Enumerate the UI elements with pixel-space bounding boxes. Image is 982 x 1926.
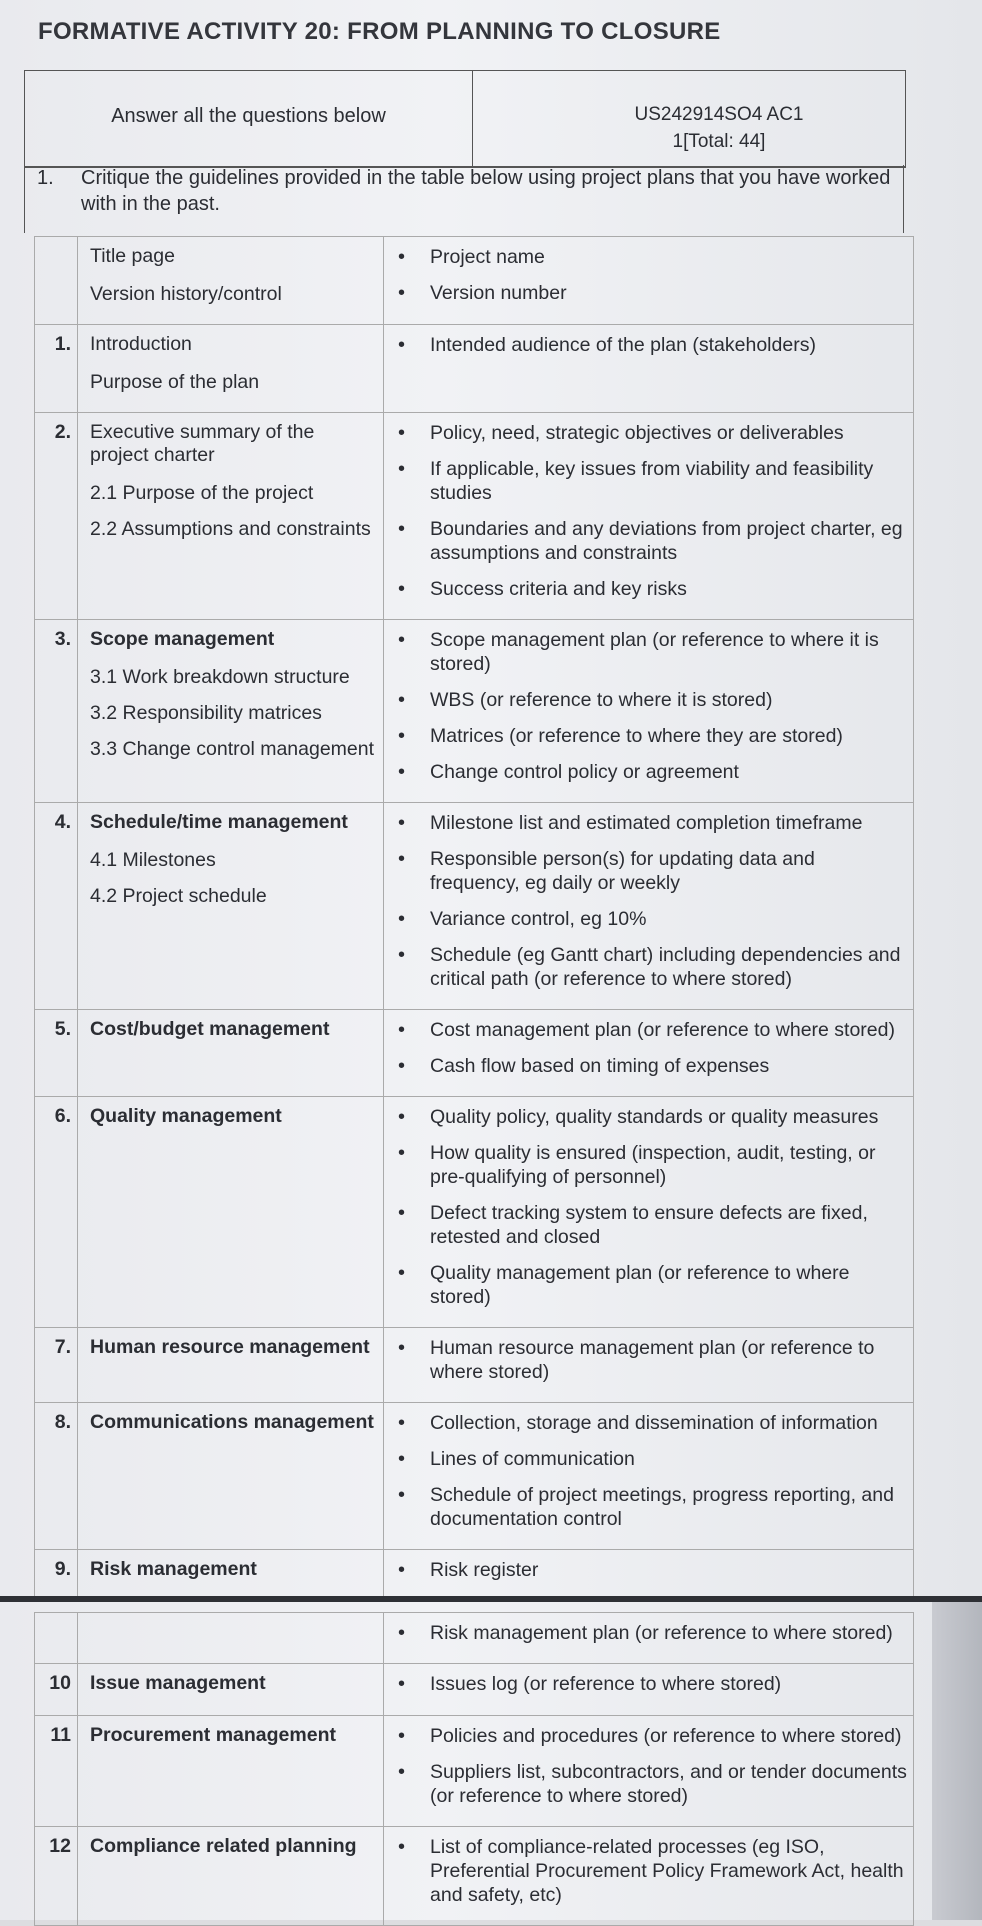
guideline-cell	[384, 1613, 914, 1664]
topic-heading: Cost/budget management	[90, 1018, 330, 1040]
guideline-item: • Quality policy, quality standards or quality measures	[388, 1105, 907, 1129]
question-number: 1.	[37, 167, 54, 189]
guideline-list	[388, 333, 907, 357]
topic-cell	[78, 1664, 384, 1716]
guideline-item: • Intended audience of the plan (stakeholders)	[388, 333, 907, 357]
subtopic: 3.3 Change control management	[90, 738, 375, 760]
subtopic: Purpose of the plan	[90, 371, 260, 393]
guideline-item: • Milestone list and estimated completion timeframe	[388, 811, 907, 835]
table-row	[35, 1827, 914, 1926]
topic-heading: Title page	[90, 245, 175, 267]
topic-cell	[78, 1403, 384, 1550]
guideline-item: • Schedule (eg Gantt chart) including dependencies and critical path (or reference to where stored)	[388, 943, 907, 991]
table-row	[35, 413, 914, 620]
guideline-item: • WBS (or reference to where it is stored)	[388, 688, 907, 712]
instruction-text: Answer all the questions below	[25, 71, 473, 166]
guideline-item: • Suppliers list, subcontractors, and or tender documents (or reference to where stored)	[388, 1760, 907, 1808]
guideline-list	[388, 245, 907, 305]
guideline-list	[388, 1558, 907, 1582]
topic-cell	[78, 1550, 384, 1602]
topic-cell	[78, 1010, 384, 1097]
guideline-item: • Lines of communication	[388, 1447, 907, 1471]
guideline-cell	[384, 1827, 914, 1926]
guideline-item: • List of compliance-related processes (eg ISO, Preferential Procurement Policy Framework Act, health and safety, etc)	[388, 1835, 907, 1907]
topic-cell	[78, 1827, 384, 1926]
guideline-cell	[384, 1328, 914, 1403]
unit-standard-code: US242914SO4 AC1	[634, 104, 804, 125]
total-marks: 1[Total: 44]	[672, 131, 766, 152]
row-number: 9.	[35, 1550, 78, 1602]
guideline-list	[388, 421, 907, 601]
guideline-item: • Risk management plan (or reference to where stored)	[388, 1621, 907, 1645]
guideline-item: • Defect tracking system to ensure defects are fixed, retested and closed	[388, 1201, 907, 1249]
guideline-list	[388, 1724, 907, 1808]
guidelines-table-continued	[34, 1612, 914, 1926]
page-fold-edge	[0, 1596, 982, 1602]
guideline-cell	[384, 1010, 914, 1097]
guideline-item: • Version number	[388, 281, 907, 305]
topic-cell	[78, 1613, 384, 1664]
guideline-cell	[384, 413, 914, 620]
guideline-item: • Policies and procedures (or reference to where stored)	[388, 1724, 907, 1748]
subtopic: 3.1 Work breakdown structure	[90, 666, 350, 688]
table-row	[35, 1010, 914, 1097]
guideline-item: • Cash flow based on timing of expenses	[388, 1054, 907, 1078]
table-row	[35, 1550, 914, 1602]
guideline-cell	[384, 1550, 914, 1602]
topic-heading: Schedule/time management	[90, 811, 348, 833]
subtopic: 4.1 Milestones	[90, 849, 216, 871]
guideline-item: • Change control policy or agreement	[388, 760, 907, 784]
header-table	[24, 70, 906, 168]
row-number	[35, 1613, 78, 1664]
guideline-cell	[384, 1716, 914, 1827]
guideline-cell	[384, 803, 914, 1010]
topic-heading: Compliance related planning	[90, 1835, 357, 1857]
header-row	[25, 71, 905, 167]
guideline-item: • Cost management plan (or reference to where stored)	[388, 1018, 907, 1042]
topic-heading: Communications management	[90, 1411, 374, 1433]
topic-cell	[78, 413, 384, 620]
guideline-item: • Human resource management plan (or reference to where stored)	[388, 1336, 907, 1384]
guideline-item: • Responsible person(s) for updating data and frequency, eg daily or weekly	[388, 847, 907, 895]
table-row	[35, 1328, 914, 1403]
guideline-item: • Risk register	[388, 1558, 907, 1582]
guideline-list	[388, 1411, 907, 1531]
guideline-list	[388, 1621, 907, 1645]
row-number: 2.	[35, 413, 78, 620]
guideline-cell	[384, 620, 914, 803]
row-number: 11	[35, 1716, 78, 1827]
row-number: 10	[35, 1664, 78, 1716]
subtopic: 2.2 Assumptions and constraints	[90, 518, 371, 540]
subtopic: Version history/control	[90, 283, 282, 305]
guideline-item: • If applicable, key issues from viability and feasibility studies	[388, 457, 907, 505]
guideline-item: • Boundaries and any deviations from project charter, eg assumptions and constraints	[388, 517, 907, 565]
paper-shadow	[932, 1602, 982, 1920]
guideline-list	[388, 1018, 907, 1078]
guideline-item: • Quality management plan (or reference to where stored)	[388, 1261, 907, 1309]
guideline-item: • Schedule of project meetings, progress reporting, and documentation control	[388, 1483, 907, 1531]
row-number: 4.	[35, 803, 78, 1010]
topic-cell	[78, 803, 384, 1010]
topic-heading: Risk management	[90, 1558, 257, 1580]
guidelines-table	[34, 236, 914, 1602]
guideline-list	[388, 1336, 907, 1384]
table-row	[35, 803, 914, 1010]
table-row	[35, 237, 914, 325]
table-row	[35, 325, 914, 413]
guideline-list	[388, 1672, 907, 1696]
unit-standard-cell	[473, 71, 905, 166]
topic-cell	[78, 237, 384, 325]
guideline-item: • Policy, need, strategic objectives or deliverables	[388, 421, 907, 445]
row-number: 5.	[35, 1010, 78, 1097]
guideline-item: • Scope management plan (or reference to where it is stored)	[388, 628, 907, 676]
guideline-item: • How quality is ensured (inspection, audit, testing, or pre-qualifying of personnel)	[388, 1141, 907, 1189]
subtopic: 4.2 Project schedule	[90, 885, 267, 907]
guideline-cell	[384, 1403, 914, 1550]
guideline-cell	[384, 325, 914, 413]
guideline-item: • Success criteria and key risks	[388, 577, 907, 601]
topic-heading: Issue management	[90, 1672, 266, 1694]
topic-cell	[78, 1328, 384, 1403]
guideline-list	[388, 1105, 907, 1309]
guideline-list	[388, 628, 907, 784]
table-row	[35, 1613, 914, 1664]
topic-cell	[78, 1716, 384, 1827]
table-row	[35, 1097, 914, 1328]
row-number: 7.	[35, 1328, 78, 1403]
row-number	[35, 237, 78, 325]
guideline-cell	[384, 1097, 914, 1328]
topic-heading: Scope management	[90, 628, 275, 650]
page-title: FORMATIVE ACTIVITY 20: FROM PLANNING TO CLOSURE	[38, 18, 721, 45]
row-number: 12	[35, 1827, 78, 1926]
topic-cell	[78, 1097, 384, 1328]
question-text: Critique the guidelines provided in the table below using project plans that you have worked with in the past.	[81, 167, 891, 215]
guideline-item: • Collection, storage and dissemination of information	[388, 1411, 907, 1435]
subtopic: 2.1 Purpose of the project	[90, 482, 314, 504]
guideline-item: • Issues log (or reference to where stored)	[388, 1672, 907, 1696]
topic-heading: Executive summary of the project charter	[90, 421, 315, 466]
guideline-cell	[384, 237, 914, 325]
table-row	[35, 1716, 914, 1827]
topic-cell	[78, 325, 384, 413]
guideline-list	[388, 811, 907, 991]
subtopic: 3.2 Responsibility matrices	[90, 702, 322, 724]
table-row	[35, 1403, 914, 1550]
row-number: 3.	[35, 620, 78, 803]
table-row	[35, 620, 914, 803]
guideline-list	[388, 1835, 907, 1907]
topic-heading: Procurement management	[90, 1724, 336, 1746]
guideline-item: • Variance control, eg 10%	[388, 907, 907, 931]
table-row	[35, 1664, 914, 1716]
guideline-item: • Project name	[388, 245, 907, 269]
row-number: 1.	[35, 325, 78, 413]
topic-heading: Human resource management	[90, 1336, 370, 1358]
row-number: 8.	[35, 1403, 78, 1550]
guideline-item: • Matrices (or reference to where they are stored)	[388, 724, 907, 748]
guideline-cell	[384, 1664, 914, 1716]
question-1	[24, 165, 904, 233]
topic-heading: Quality management	[90, 1105, 282, 1127]
topic-heading: Introduction	[90, 333, 192, 355]
row-number: 6.	[35, 1097, 78, 1328]
topic-cell	[78, 620, 384, 803]
